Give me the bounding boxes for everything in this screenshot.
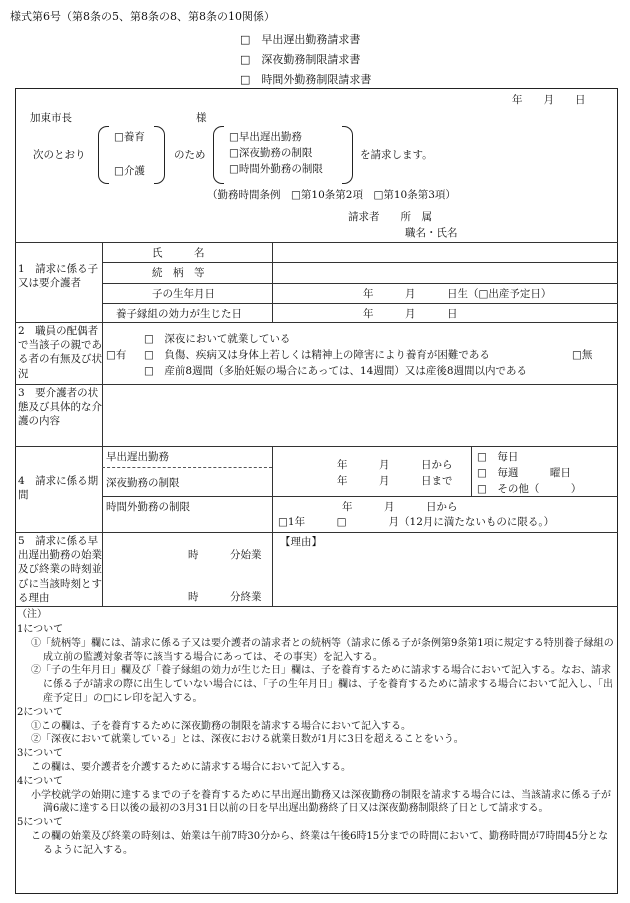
notes-heading: （注） — [17, 609, 47, 620]
row-name: 氏 名 — [152, 247, 205, 259]
vline — [471, 446, 472, 496]
note-5a: この欄の始業及び終業の時刻は、始業は午前7時30分から、終業は午後6時15分までの時間において、勤務時間が7時間45分となるように記入する。 — [31, 830, 609, 856]
row-relation: 続 柄 等 — [152, 267, 205, 279]
vline — [272, 446, 273, 532]
line — [15, 322, 618, 323]
title-night-limit[interactable]: □ 深夜勤務制限請求書 — [240, 53, 361, 66]
honorific: 様 — [196, 112, 207, 124]
line — [102, 283, 618, 284]
checkbox-early-late[interactable]: □早出遅出勤務 — [229, 131, 302, 143]
period-to[interactable]: 年 月 日まで — [337, 475, 453, 487]
row-adoption: 養子縁組の効力が生じた日 — [116, 308, 242, 320]
requester-name-label: 職名・氏名 — [405, 227, 458, 239]
reason-label: 【理由】 — [280, 536, 322, 548]
section1-label: 1 請求に係る子又は要介護者 — [18, 263, 99, 290]
checkbox-weekly[interactable]: □ 毎週 曜日 — [477, 467, 571, 479]
note-1a: ①「続柄等」欄には、請求に係る子又は要介護者の請求者との続柄等（請求に係る子が条例第9条第1項に規定する特別養子縁組の成立前の監護対象者等に該当する場合にあっては、その事実）を記入する。 — [31, 637, 614, 663]
period-overtime: 時間外勤務の制限 — [106, 501, 190, 513]
line — [102, 303, 618, 304]
requester-affiliation: 請求者 所 属 — [348, 211, 432, 223]
line — [15, 242, 618, 243]
checkbox-night[interactable]: □深夜勤務の制限 — [229, 147, 313, 159]
vline — [272, 242, 273, 322]
vline — [102, 242, 103, 606]
overtime-from[interactable]: 年 月 日から — [342, 501, 458, 513]
period-from[interactable]: 年 月 日から — [337, 459, 453, 471]
brace-left-1 — [98, 126, 109, 184]
end-time[interactable]: 時 分終業 — [188, 591, 262, 603]
brace-right-2 — [342, 126, 353, 184]
line — [15, 606, 618, 607]
period-early-late: 早出遅出勤務 — [106, 451, 169, 463]
line — [15, 446, 618, 447]
date-field[interactable]: 年 月 日 — [512, 94, 586, 106]
note-3a: この欄は、要介護者を介護するために請求する場合において記入する。 — [31, 761, 351, 773]
checkbox-ikuji[interactable]: □養育 — [114, 131, 145, 143]
line — [15, 532, 618, 533]
section5-label: 5 請求に係る早出遅出勤務の始業及び終業の時刻並びに当該時刻とする理由 — [18, 535, 102, 604]
section4-label: 4 請求に係る期間 — [18, 475, 99, 502]
seikyu-text: を請求します。 — [360, 149, 433, 161]
checkbox-spouse-yes[interactable]: □有 — [106, 349, 127, 361]
checkbox-night-working[interactable]: □ 深夜において就業している — [144, 333, 291, 345]
note-3-head: 3について — [17, 748, 64, 760]
row-birthdate: 子の生年月日 — [152, 288, 215, 300]
birthdate-value[interactable]: 年 月 日生（□出産予定日） — [363, 288, 552, 300]
brace-left-2 — [213, 126, 224, 184]
note-5-head: 5について — [17, 817, 64, 829]
section2-label: 2 職員の配偶者で当該子の親である者の有無及び状況 — [18, 325, 102, 380]
addressee: 加東市長 — [30, 112, 72, 124]
title-overtime-limit[interactable]: □ 時間外勤務制限請求書 — [240, 73, 372, 86]
note-1b: ②「子の生年月日」欄及び「養子縁組の効力が生じた日」欄は、子を養育するために請求する場合において記入する。なお、請求に係る子が請求の際に出生していない場合には、「子の生年月日」欄は、子を養育するために請求する場合において記入し、「出産予定日」の□にレ印を記入する。 — [31, 665, 613, 704]
checkbox-overtime[interactable]: □時間外勤務の制限 — [229, 163, 323, 175]
section3-label: 3 要介護者の状態及び具体的な介護の内容 — [18, 387, 102, 428]
notame-text: のため — [174, 149, 206, 161]
title-early-late[interactable]: □ 早出遅出勤務請求書 — [240, 33, 361, 46]
period-night: 深夜勤務の制限 — [106, 477, 180, 489]
checkbox-daily[interactable]: □ 毎日 — [477, 451, 519, 463]
note-4a: 小学校就学の始期に達するまでの子を養育するために早出遅出勤務又は深夜勤務の制限を請求する場合には、当該請求に係る子が満6歳に達する日以後の最初の3月31日以前の日を早出遅出勤務終了日又は深夜勤務制限終了日として請求する。 — [31, 789, 611, 815]
note-2b: ②「深夜において就業している」とは、深夜における就業日数が1月に3日を超えることをいう。 — [31, 734, 464, 746]
note-2-head: 2について — [17, 706, 64, 718]
note-2a: ①この欄は、子を養育するために深夜勤務の制限を請求する場合において記入する。 — [31, 720, 411, 732]
brace-right-1 — [154, 126, 165, 184]
start-time[interactable]: 時 分始業 — [188, 549, 262, 561]
tsugi-text: 次のとおり — [33, 149, 86, 161]
form-number: 様式第6号（第8条の5、第8条の8、第8条の10関係） — [10, 10, 275, 23]
checkbox-spouse-no[interactable]: □無 — [572, 349, 593, 361]
note-1-head: 1について — [17, 624, 64, 635]
basis-text[interactable]: （勤務時間条例 □第10条第2項 □第10条第3項） — [207, 189, 456, 201]
dashed-line — [102, 467, 272, 468]
checkbox-other[interactable]: □ その他（ ） — [477, 483, 582, 495]
vline — [272, 532, 273, 606]
line — [15, 384, 618, 385]
notes-block — [17, 623, 617, 858]
checkbox-illness[interactable]: □ 負傷、疾病又は身体上若しくは精神上の障害により養育が困難である — [144, 349, 490, 361]
checkbox-kaigo[interactable]: □介護 — [114, 165, 145, 177]
adoption-value[interactable]: 年 月 日 — [363, 308, 458, 320]
note-4-head: 4について — [17, 775, 64, 787]
line — [102, 262, 618, 263]
overtime-period[interactable]: □1年 □ 月（12月に満たないものに限る。） — [278, 516, 555, 528]
checkbox-maternity[interactable]: □ 産前8週間（多胎妊娠の場合にあっては、14週間）又は産後8週間以内である — [144, 365, 528, 377]
